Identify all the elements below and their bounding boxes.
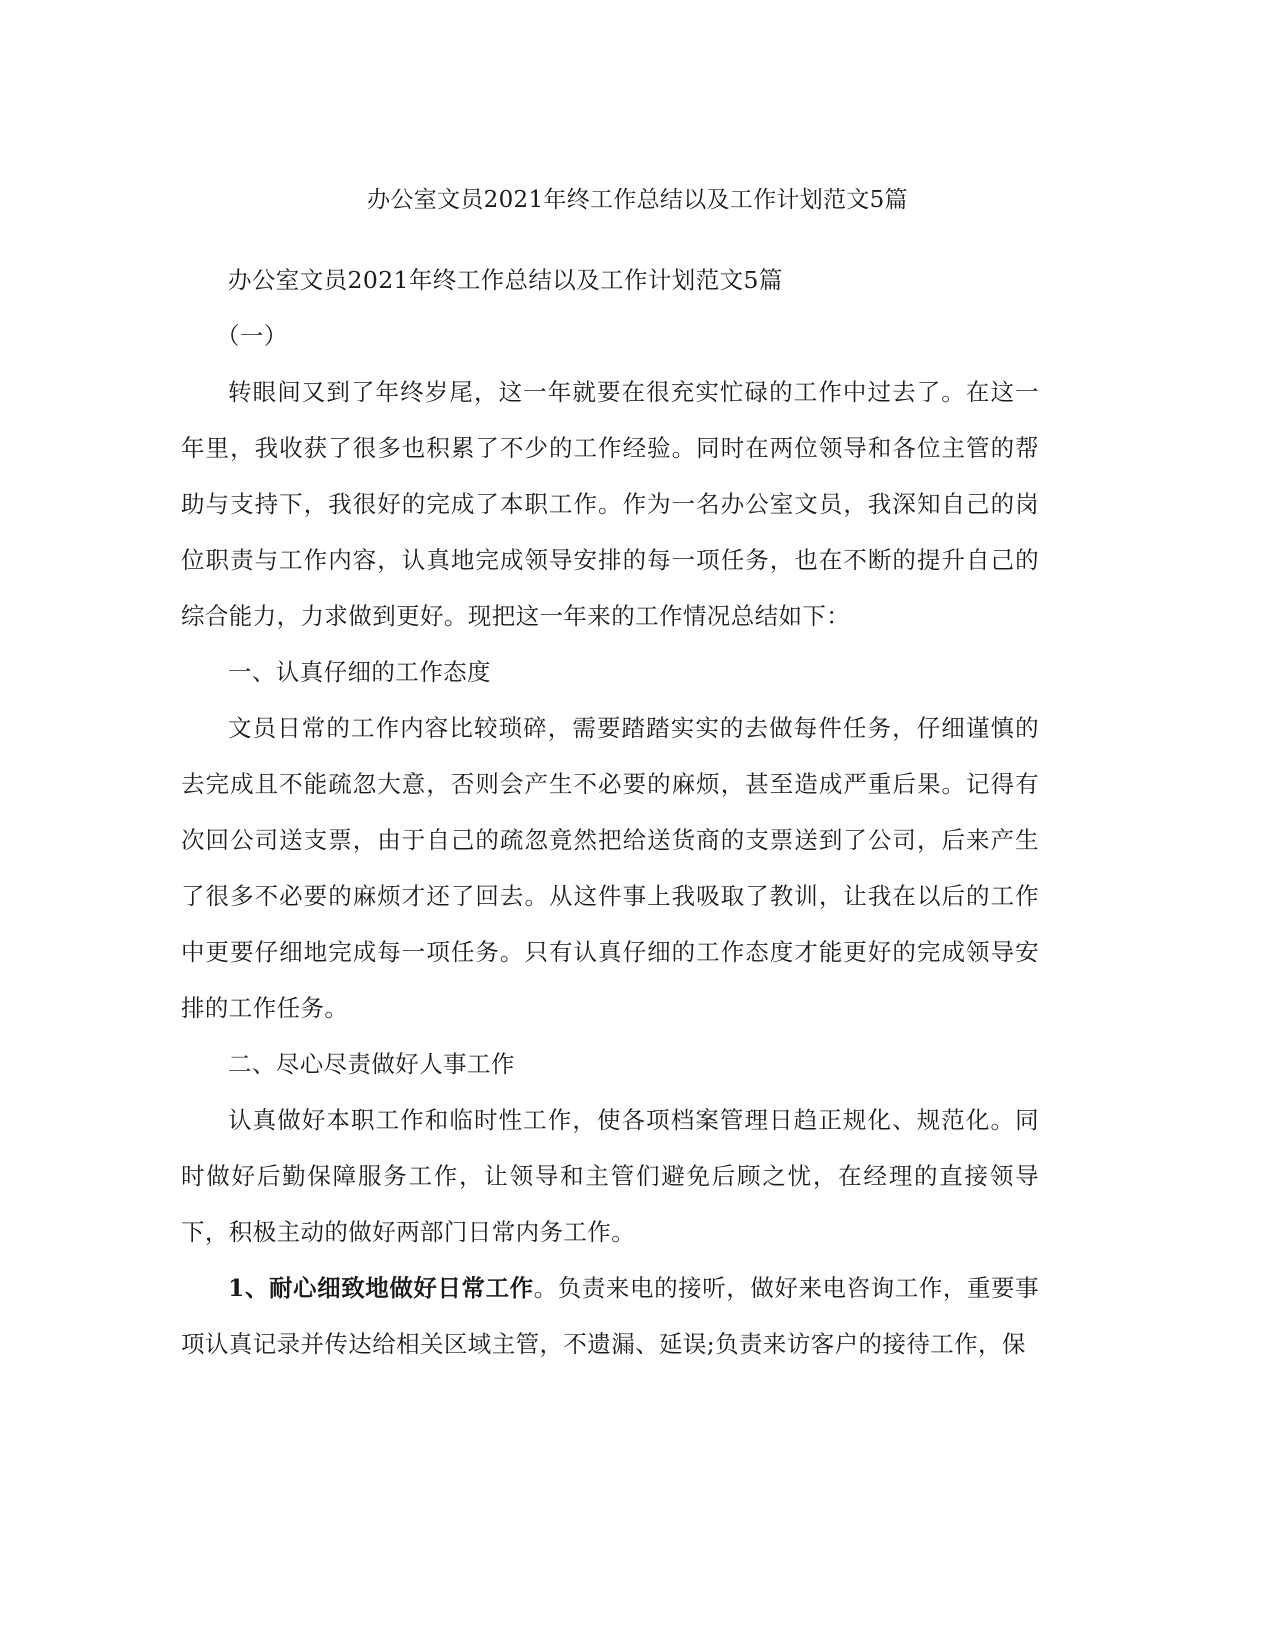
repeat-title-paragraph: 办公室文员2021年终工作总结以及工作计划范文5篇 xyxy=(228,266,783,294)
heading-personnel-work: 二、尽心尽责做好人事工作 xyxy=(228,1050,515,1078)
heading-work-attitude: 一、认真仔细的工作态度 xyxy=(228,658,491,686)
intro-paragraph: 转眼间又到了年终岁尾，这一年就要在很充实忙碌的工作中过去了。在这一年里，我收获了很多也积累了不少的工作经验。同时在两位领导和各位主管的帮助与支持下，我很好的完成了本职工作。作为一名办公室文员，我深知自己的岗位职责与工作内容，认真地完成领导安排的每一项任务，也在不断的提升自己的综合能力，力求做到更好。现把这一年来的工作情况总结如下： xyxy=(181,378,1039,630)
daily-work-item-lead: 1、耐心细致地做好日常工作 xyxy=(228,1274,534,1302)
daily-work-item-text: 。负责来电的接听，做好来电咨询工作，重要事项认真记录并传达给相关区域主管，不遗漏、延误;负责来访客户的接待工作，保 xyxy=(181,1274,1039,1358)
section-marker-one: （一） xyxy=(216,322,288,350)
daily-work-item xyxy=(181,1260,1039,1372)
document-body xyxy=(181,252,1039,1372)
work-attitude-paragraph: 文员日常的工作内容比较琐碎，需要踏踏实实的去做每件任务，仔细谨慎的去完成且不能疏忽大意，否则会产生不必要的麻烦，甚至造成严重后果。记得有次回公司送支票，由于自己的疏忽竟然把给送货商的支票送到了公司，后来产生了很多不必要的麻烦才还了回去。从这件事上我吸取了教训，让我在以后的工作中更要仔细地完成每一项任务。只有认真仔细的工作态度才能更好的完成领导安排的工作任务。 xyxy=(181,714,1039,1022)
personnel-work-paragraph: 认真做好本职工作和临时性工作，使各项档案管理日趋正规化、规范化。同时做好后勤保障服务工作，让领导和主管们避免后顾之忧，在经理的直接领导下，积极主动的做好两部门日常内务工作。 xyxy=(181,1106,1039,1246)
document-title: 办公室文员2021年终工作总结以及工作计划范文5篇 xyxy=(367,187,908,213)
